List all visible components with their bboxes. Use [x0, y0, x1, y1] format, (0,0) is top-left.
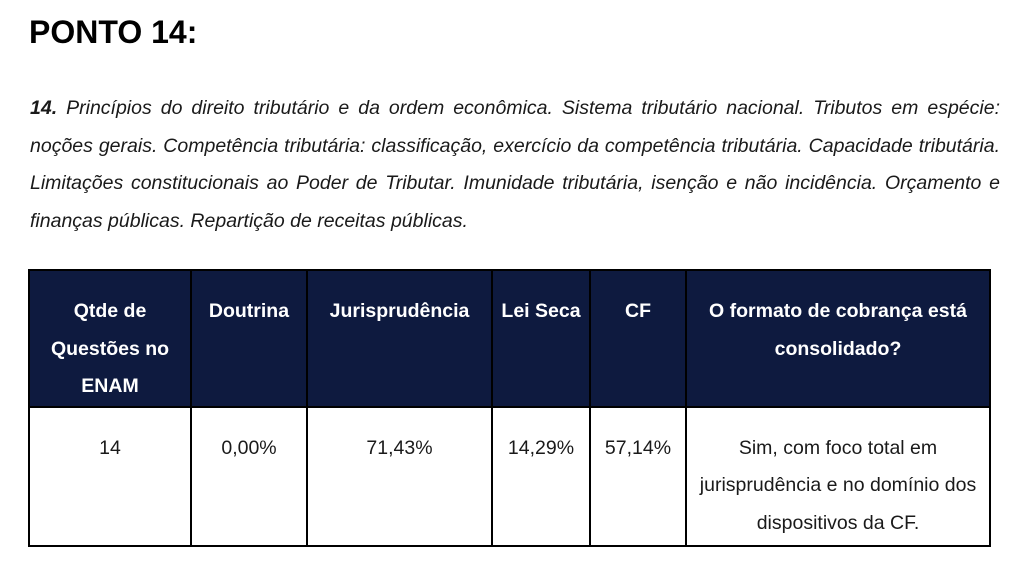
header-doutrina: Doutrina	[191, 270, 307, 407]
table-row	[29, 407, 990, 546]
statistics-table	[28, 269, 991, 547]
cell-formato-cobranca: Sim, com foco total em jurisprudência e no domínio dos dispositivos da CF.	[686, 407, 990, 546]
header-formato-cobranca: O formato de cobrança está consolidado?	[686, 270, 990, 407]
header-lei-seca: Lei Seca	[492, 270, 590, 407]
header-cf: CF	[590, 270, 686, 407]
topic-description	[30, 90, 1000, 240]
topic-text: Princípios do direito tributário e da ordem econômica. Sistema tributário nacional. Tributos em espécie: noções gerais. Competência tributária: classificação, exercício da competência tributária. Capacidade tributária. Limitações constitucionais ao Poder de Tributar. Imunidade tributária, isenção e não incidência. Orçamento e finanças públicas. Repartição de receitas públicas.	[30, 97, 1000, 232]
cell-cf: 57,14%	[590, 407, 686, 546]
topic-number: 14.	[30, 97, 58, 119]
cell-qtde-questoes: 14	[29, 407, 191, 546]
table-header-row	[29, 270, 990, 407]
cell-lei-seca: 14,29%	[492, 407, 590, 546]
cell-doutrina: 0,00%	[191, 407, 307, 546]
header-jurisprudencia: Jurisprudência	[307, 270, 492, 407]
header-qtde-questoes: Qtde de Questões no ENAM	[29, 270, 191, 407]
cell-jurisprudencia: 71,43%	[307, 407, 492, 546]
page-title: PONTO 14:	[29, 14, 198, 50]
